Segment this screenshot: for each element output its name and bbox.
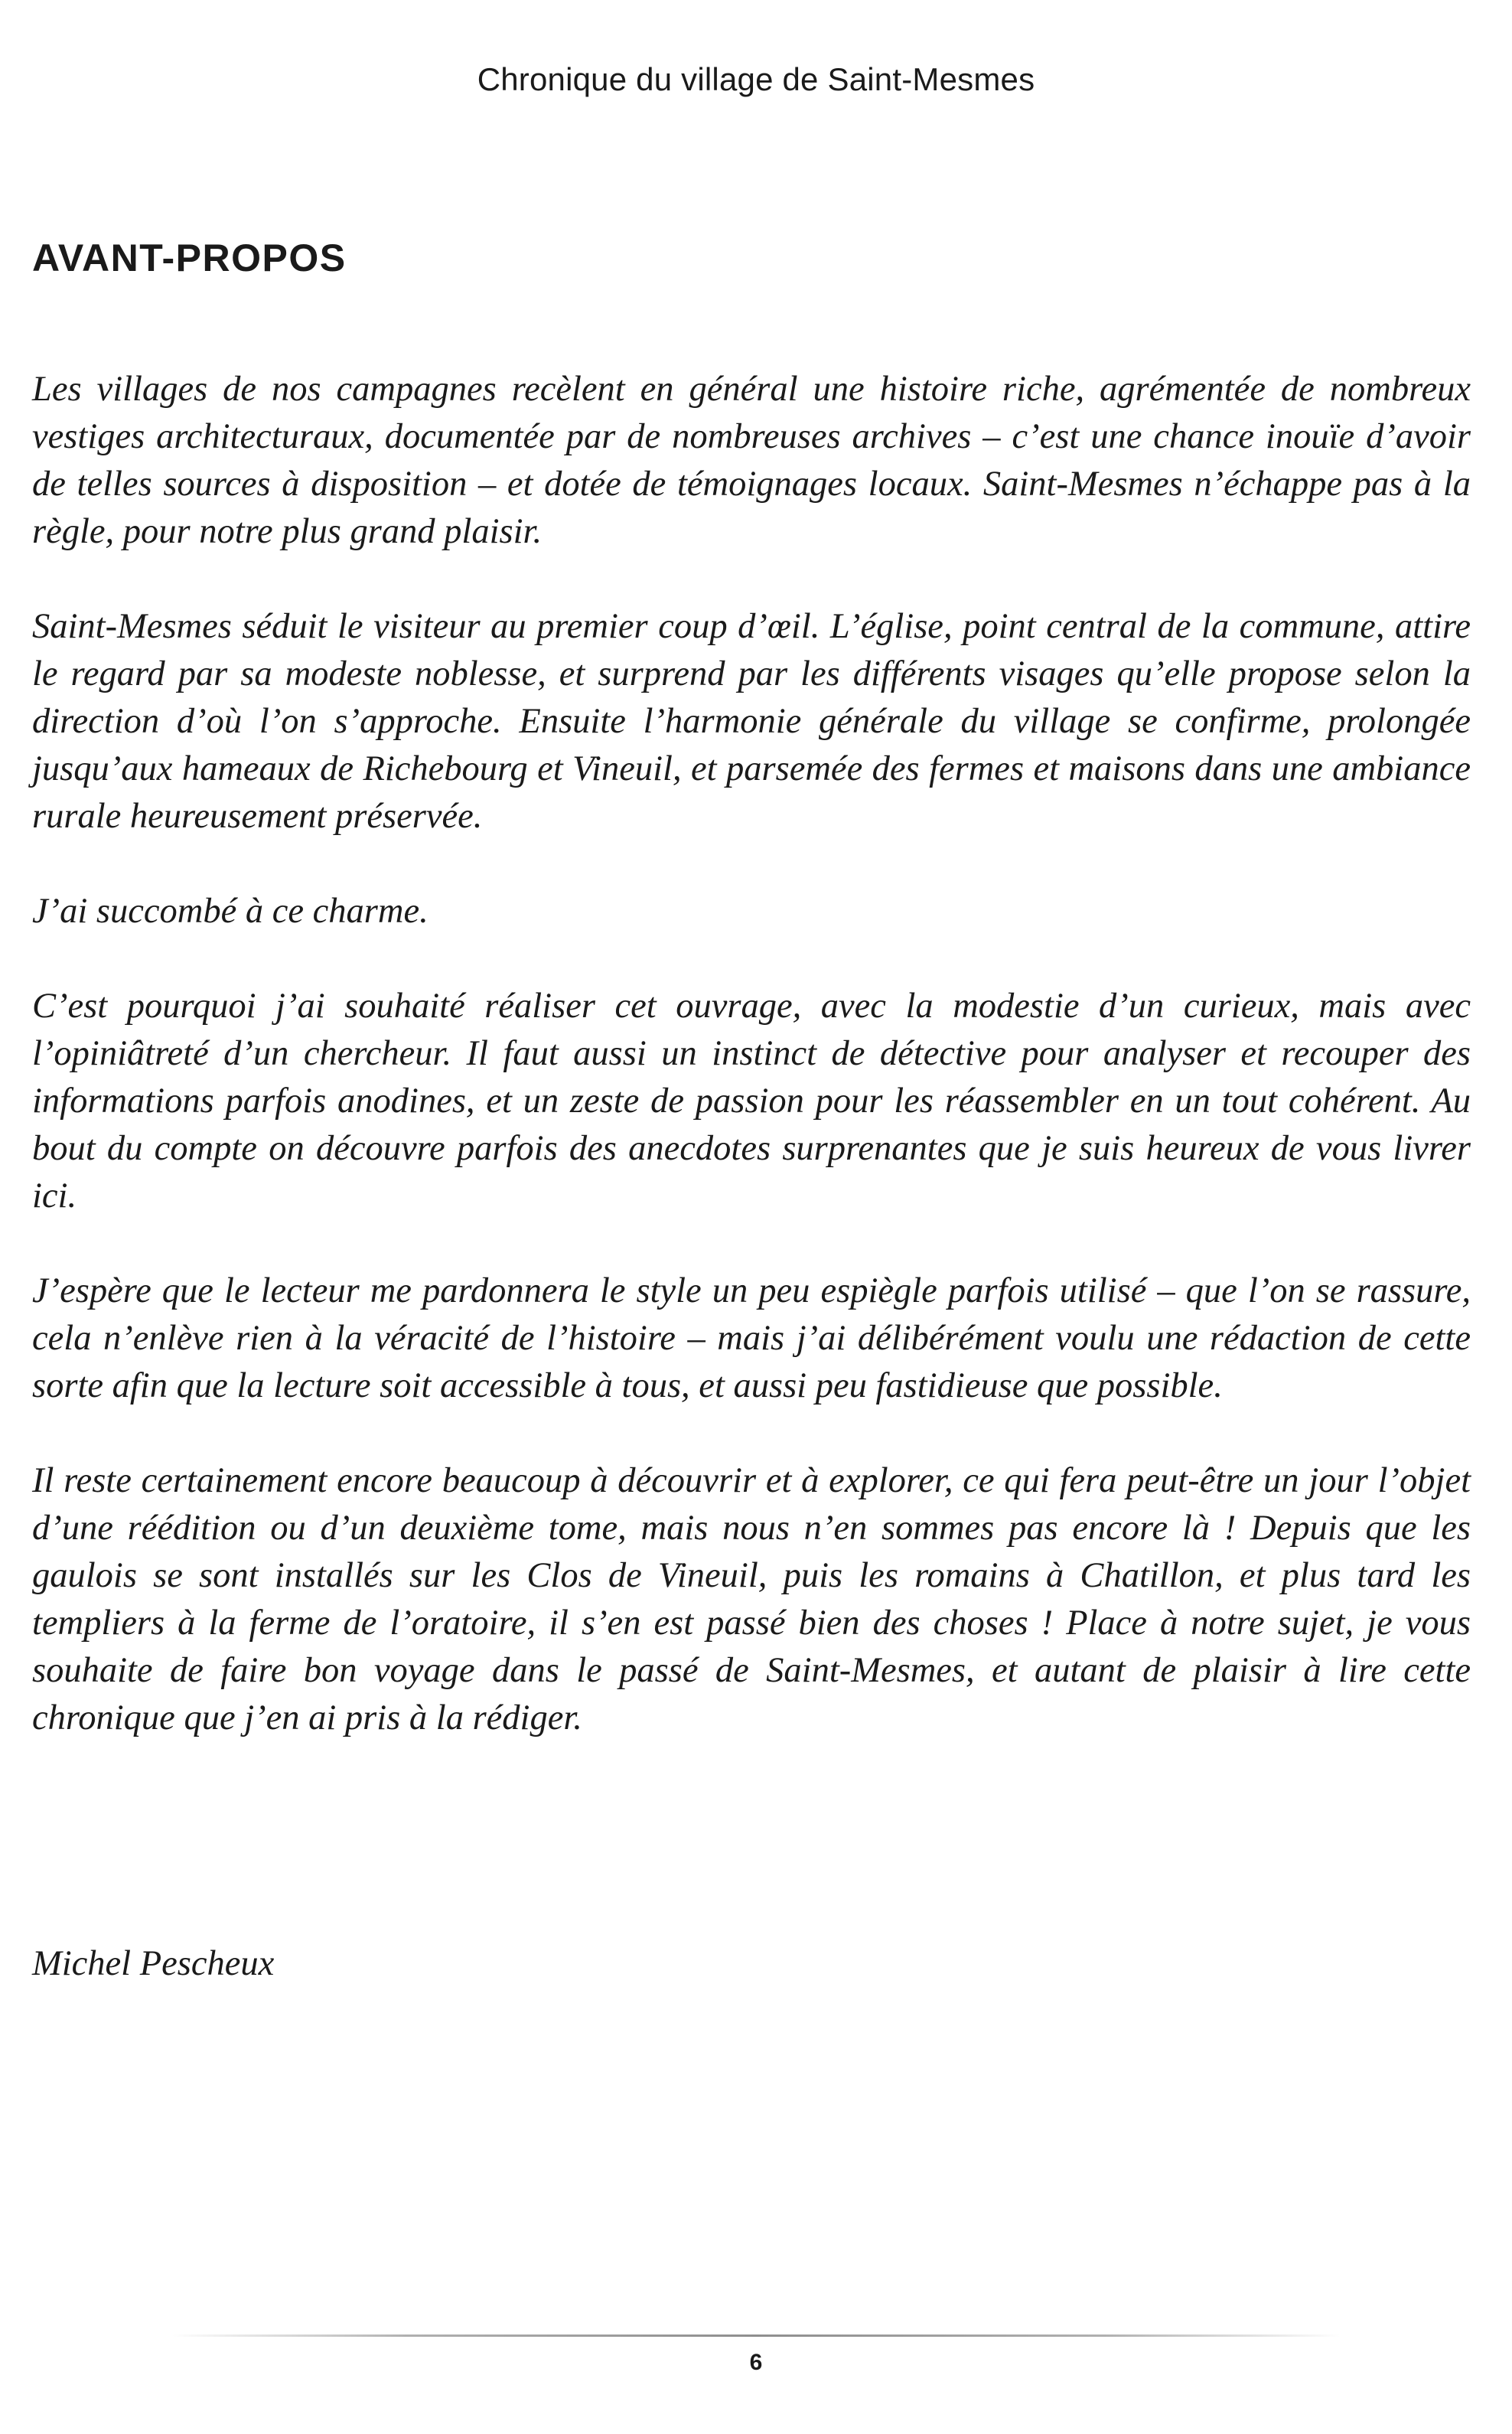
author-signature: Michel Pescheux	[32, 1944, 275, 1983]
running-header: Chronique du village de Saint-Mesmes	[477, 61, 1035, 97]
chapter-title: AVANT-PROPOS	[32, 237, 347, 279]
paragraph-charm: J’ai succombé à ce charme.	[32, 892, 429, 931]
footer-divider	[172, 2334, 1340, 2337]
paragraph-outlook: Il reste certainement encore beaucoup à découvrir et à explorer, ce qui fera peut-être un jour l’objet d’une réédition ou d’un deuxième tome, mais nous n’en sommes pas encore là ! Depuis que les gaulois se sont installés sur les Clos de Vineuil, puis les romains à Chatillon, et plus tard les templiers à la ferme de l’oratoire, il s’en est passé bien des choses ! Place à notre sujet, je vous souhaite de faire bon voyage dans le passé de Saint-Mesmes, et autant de plaisir à lire cette chronique que j’en ai pris à la rédiger.	[32, 1461, 1471, 1737]
paragraph-style: J’espère que le lecteur me pardonnera le style un peu espiègle parfois utilisé – que l’on se rassure, cela n’enlève rien à la véracité de l’histoire – mais j’ai délibérément voulu une rédaction de cette sorte afin que la lecture soit accessible à tous, et aussi peu fastidieuse que possible.	[32, 1271, 1471, 1405]
paragraph-visitor: Saint-Mesmes séduit le visiteur au premier coup d’œil. L’église, point central de la commune, attire le regard par sa modeste noblesse, et surprend par les différents visages qu’elle propose selon la direction d’où l’on s’approche. Ensuite l’harmonie générale du village se confirme, prolongée jusqu’aux hameaux de Richebourg et Vineuil, et parsemée des fermes et maisons dans une ambiance rurale heureusement préservée.	[32, 607, 1471, 836]
paragraph-purpose: C’est pourquoi j’ai souhaité réaliser cet ouvrage, avec la modestie d’un curieux, mais avec l’opiniâtreté d’un chercheur. Il faut aussi un instinct de détective pour analyser et recouper des informations parfois anodines, et un zeste de passion pour les réassembler en un tout cohérent. Au bout du compte on découvre parfois des anecdotes surprenantes que je suis heureux de vous livrer ici.	[32, 987, 1471, 1215]
paragraph-intro: Les villages de nos campagnes recèlent en général une histoire riche, agrémentée de nombreux vestiges architecturaux, documentée par de nombreuses archives – c’est une chance inouïe d’avoir de telles sources à disposition – et dotée de témoignages locaux. Saint-Mesmes n’échappe pas à la règle, pour notre plus grand plaisir.	[32, 370, 1471, 551]
page-number: 6	[749, 2350, 763, 2375]
body-text	[32, 366, 1471, 1790]
